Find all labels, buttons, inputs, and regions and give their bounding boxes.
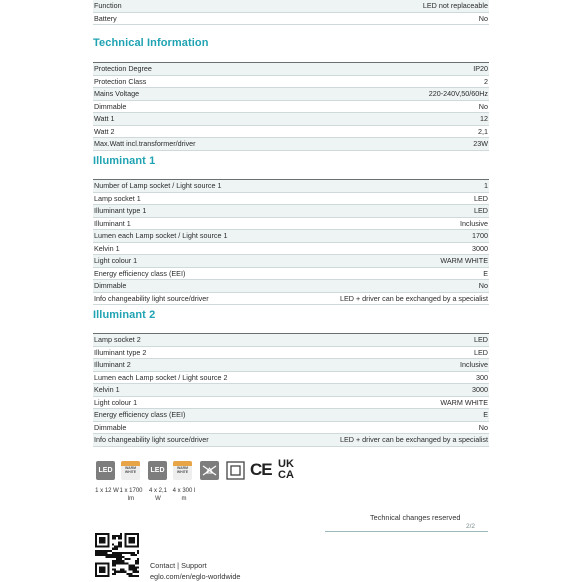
table-row [93, 359, 489, 372]
row-label: Watt 1 [94, 114, 115, 123]
row-label: Lamp socket 2 [94, 335, 141, 344]
row-label: Light colour 1 [94, 256, 138, 265]
row-label: Number of Lamp socket / Light source 1 [94, 181, 222, 190]
icon-label-4a: 4 x 300 l [172, 488, 196, 494]
ceiling-mount-icon [200, 461, 219, 480]
row-value: LED [474, 206, 488, 215]
row-value: E [483, 410, 488, 419]
illuminant2-table [93, 333, 489, 447]
protection-class-2-icon [226, 461, 245, 480]
row-value: LED [474, 347, 488, 357]
illuminant1-section [93, 153, 489, 305]
table-row [93, 138, 489, 151]
table-row [93, 243, 489, 256]
warm-white-icon [173, 461, 192, 480]
table-row [93, 397, 489, 410]
table-row [93, 113, 489, 126]
table-row [93, 63, 489, 76]
section-title-illuminant1: Illuminant 1 [93, 155, 156, 167]
contact-block [150, 560, 240, 582]
row-value: LED + driver can be exchanged by a specialist [339, 435, 488, 444]
qr-code [95, 533, 139, 577]
table-row [93, 255, 489, 268]
section-title-illuminant2: Illuminant 2 [93, 309, 156, 321]
table-row [93, 126, 489, 139]
row-value: LED [474, 193, 488, 203]
row-label: Illuminant 1 [94, 218, 131, 228]
icon-label-4 [171, 487, 197, 503]
row-value: No [478, 13, 488, 23]
row-label: Mains Voltage [94, 89, 140, 98]
ukca-line1: UK [278, 458, 294, 470]
table-row [93, 372, 489, 385]
row-value: Inclusive [460, 218, 488, 228]
table-row [93, 101, 489, 114]
row-value: LED [474, 335, 488, 344]
row-value: 23W [473, 139, 488, 148]
table-row [93, 76, 489, 89]
icon-label-3b: W [155, 496, 161, 502]
row-value: No [478, 101, 488, 111]
warm-line2: WHITE [124, 470, 137, 474]
row-label: Light colour 1 [94, 397, 138, 407]
top-table [93, 0, 489, 25]
led-icon [148, 461, 167, 480]
warm-white-icon [121, 461, 140, 480]
row-value: Inclusive [460, 360, 488, 369]
technical-table [93, 62, 489, 151]
row-value: 2 [484, 76, 488, 86]
table-row [93, 88, 489, 101]
contact-support-link[interactable]: Contact | Support [150, 561, 207, 570]
icon-label-2a: 1 x 1700 [119, 488, 143, 494]
row-label: Lumen each Lamp socket / Light source 2 [94, 372, 228, 382]
table-row [93, 293, 489, 306]
row-label: Battery [94, 13, 117, 23]
table-row [93, 384, 489, 397]
warm-line1: WARM [176, 466, 189, 470]
footer-divider [325, 531, 488, 532]
row-value: 12 [480, 114, 488, 123]
row-value: IP20 [473, 64, 488, 73]
row-value: 3000 [472, 243, 488, 253]
row-label: Lumen each Lamp socket / Light source 1 [94, 231, 228, 240]
row-value: LED + driver can be exchanged by a specialist [339, 293, 488, 303]
table-row [93, 334, 489, 347]
icon-label-2b: lm [127, 496, 135, 502]
row-label: Dimmable [94, 422, 127, 432]
row-value: WARM WHITE [440, 397, 488, 407]
row-value: E [483, 268, 488, 278]
row-label: Dimmable [94, 101, 127, 111]
technical-changes-note: Technical changes reserved [370, 513, 461, 522]
row-label: Illuminant 2 [94, 360, 131, 369]
table-row [93, 268, 489, 281]
ukca-line2: CA [278, 469, 294, 481]
row-value: No [478, 422, 488, 432]
table-row [93, 13, 489, 26]
ukca-mark-icon [275, 459, 297, 481]
icon-label-4b: m [181, 496, 187, 502]
table-row [93, 422, 489, 435]
icon-label-3a: 4 x 2,1 [148, 488, 167, 494]
table-row [93, 409, 489, 422]
table-row [93, 434, 489, 447]
row-label: Illuminant type 1 [94, 206, 147, 215]
row-label: Illuminant type 2 [94, 347, 147, 357]
website-link[interactable]: eglo.com/en/eglo-worldwide [150, 572, 241, 581]
row-label: Kelvin 1 [94, 385, 120, 394]
row-label: Energy efficiency class (EEI) [94, 268, 186, 278]
illuminant2-section [93, 307, 489, 447]
icon-label-2 [118, 487, 144, 503]
page-number: 2/2 [466, 523, 476, 530]
icon-label-1: 1 x 12 W [95, 488, 119, 494]
warm-line1: WARM [124, 466, 137, 470]
technical-section [93, 35, 489, 151]
row-value: 2,1 [478, 126, 488, 136]
row-label: Info changeability light source/driver [94, 293, 209, 303]
section-title-technical: Technical Information [93, 37, 209, 49]
warm-line2: WHITE [176, 470, 189, 474]
row-value: No [478, 281, 488, 290]
led-icon-text: LED [150, 467, 165, 474]
row-value: 1 [484, 181, 488, 190]
row-label: Protection Degree [94, 64, 152, 73]
row-value: 1700 [472, 231, 488, 240]
row-label: Lamp socket 1 [94, 193, 141, 203]
row-label: Kelvin 1 [94, 243, 120, 253]
row-value: WARM WHITE [440, 256, 488, 265]
led-icon [96, 461, 115, 480]
illuminant1-table [93, 179, 489, 305]
table-row [93, 218, 489, 231]
row-label: Info changeability light source/driver [94, 435, 209, 444]
row-label: Protection Class [94, 76, 147, 86]
row-value: 3000 [472, 385, 488, 394]
led-icon-text: LED [98, 467, 113, 474]
table-row [93, 230, 489, 243]
row-label: Dimmable [94, 281, 127, 290]
table-row [93, 347, 489, 360]
row-label: Max.Watt incl.transformer/driver [94, 139, 196, 148]
table-row [93, 280, 489, 293]
row-label: Watt 2 [94, 126, 115, 136]
table-row [93, 180, 489, 193]
table-row [93, 0, 489, 13]
table-row [93, 205, 489, 218]
table-row [93, 193, 489, 206]
icon-label-3 [145, 487, 171, 503]
row-label: Energy efficiency class (EEI) [94, 410, 186, 419]
row-value: 300 [476, 372, 488, 382]
row-label: Function [94, 1, 122, 10]
ce-mark-icon: CE [250, 460, 272, 479]
row-value: 220-240V,50/60Hz [428, 89, 488, 98]
row-value: LED not replaceable [422, 1, 488, 10]
